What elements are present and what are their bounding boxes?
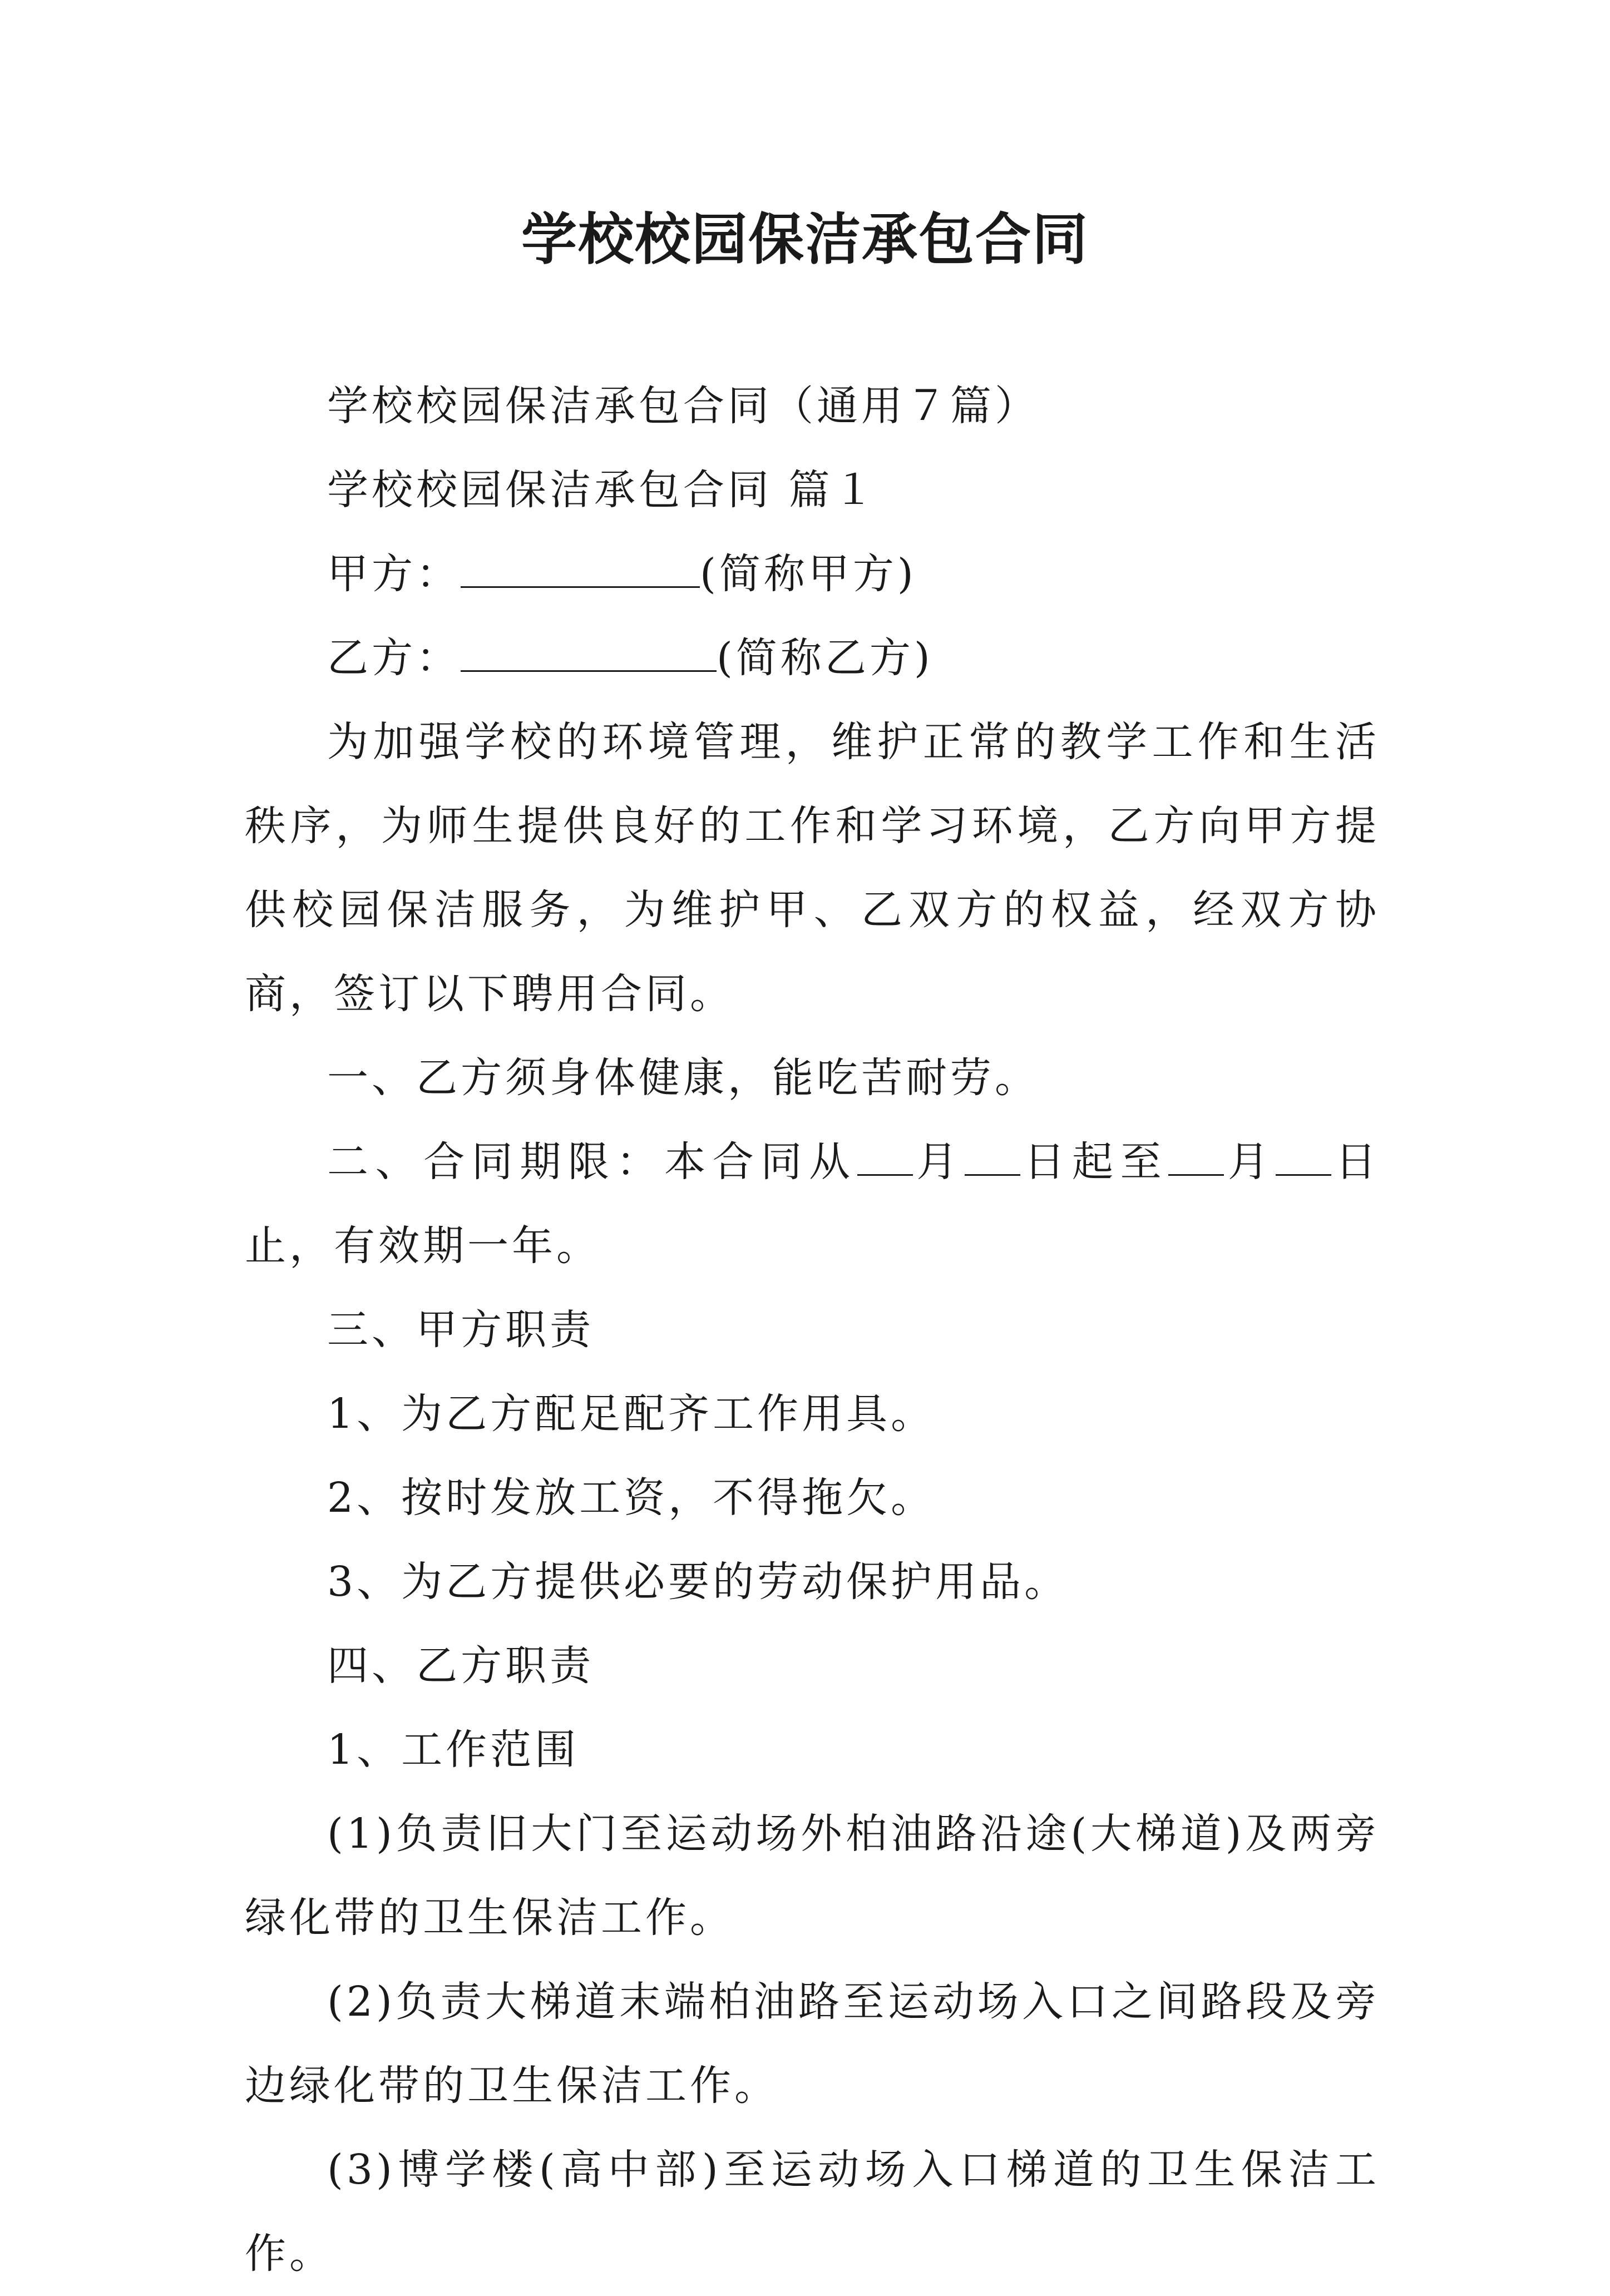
clause-4-heading: 四、乙方职责 xyxy=(327,1642,594,1690)
clause-2-month-2: 月 xyxy=(1224,1138,1276,1186)
party-a-blank xyxy=(461,547,700,588)
end-month-blank xyxy=(1168,1135,1224,1176)
clause-4-scope-item: (1)负责旧大门至运动场外柏油路沿途(大梯道)及两旁绿化带的卫生保洁工作。 xyxy=(245,1810,1380,1942)
section-heading: 学校校园保洁承包合同 篇１ xyxy=(327,466,878,514)
clause-2-day-to: 日起至 xyxy=(1020,1138,1169,1186)
start-day-blank xyxy=(965,1135,1020,1176)
party-a-line xyxy=(245,532,1380,616)
party-b-blank xyxy=(461,631,717,672)
clause-4-scope-item: (3)博学楼(高中部)至运动场入口梯道的卫生保洁工作。 xyxy=(245,2146,1380,2278)
document-body xyxy=(245,364,1380,2296)
party-b-line xyxy=(245,616,1380,700)
clause-3-heading: 三、甲方职责 xyxy=(327,1306,594,1354)
party-a-note: (简称甲方) xyxy=(700,550,917,598)
clause-2-month: 月 xyxy=(912,1138,965,1186)
clause-2 xyxy=(245,1120,1380,1288)
document-title: 学校校园保洁承包合同 xyxy=(521,206,1089,272)
clause-3-item: 2、按时发放工资，不得拖欠。 xyxy=(327,1474,936,1522)
document-subtitle: 学校校园保洁承包合同（通用７篇） xyxy=(327,382,1039,430)
intro-paragraph: 为加强学校的环境管理，维护正常的教学工作和生活秩序，为师生提供良好的工作和学习环境，乙方向甲方提供校园保洁服务，为维护甲、乙双方的权益，经双方协商，签订以下聘用合同。 xyxy=(245,718,1380,1018)
clause-2-text: 二、合同期限：本合同从 xyxy=(327,1138,857,1186)
clause-4-scope-item: (2)负责大梯道末端柏油路至运动场入口之间路段及旁边绿化带的卫生保洁工作。 xyxy=(245,1978,1380,2110)
party-b-label: 乙方： xyxy=(327,634,461,682)
clause-2-end: 日止，有效期一年。 xyxy=(245,1138,1380,1270)
clause-3-item: 1、为乙方配足配齐工作用具。 xyxy=(327,1390,936,1438)
start-month-blank xyxy=(857,1135,913,1176)
party-b-note: (简称乙方) xyxy=(717,634,934,682)
party-a-label: 甲方： xyxy=(327,550,461,598)
clause-4-sub-heading: 1、工作范围 xyxy=(327,1726,580,1774)
end-day-blank xyxy=(1276,1135,1331,1176)
clause-1: 一、乙方须身体健康，能吃苦耐劳。 xyxy=(327,1054,1039,1102)
clause-3-item: 3、为乙方提供必要的劳动保护用品。 xyxy=(327,1558,1069,1606)
